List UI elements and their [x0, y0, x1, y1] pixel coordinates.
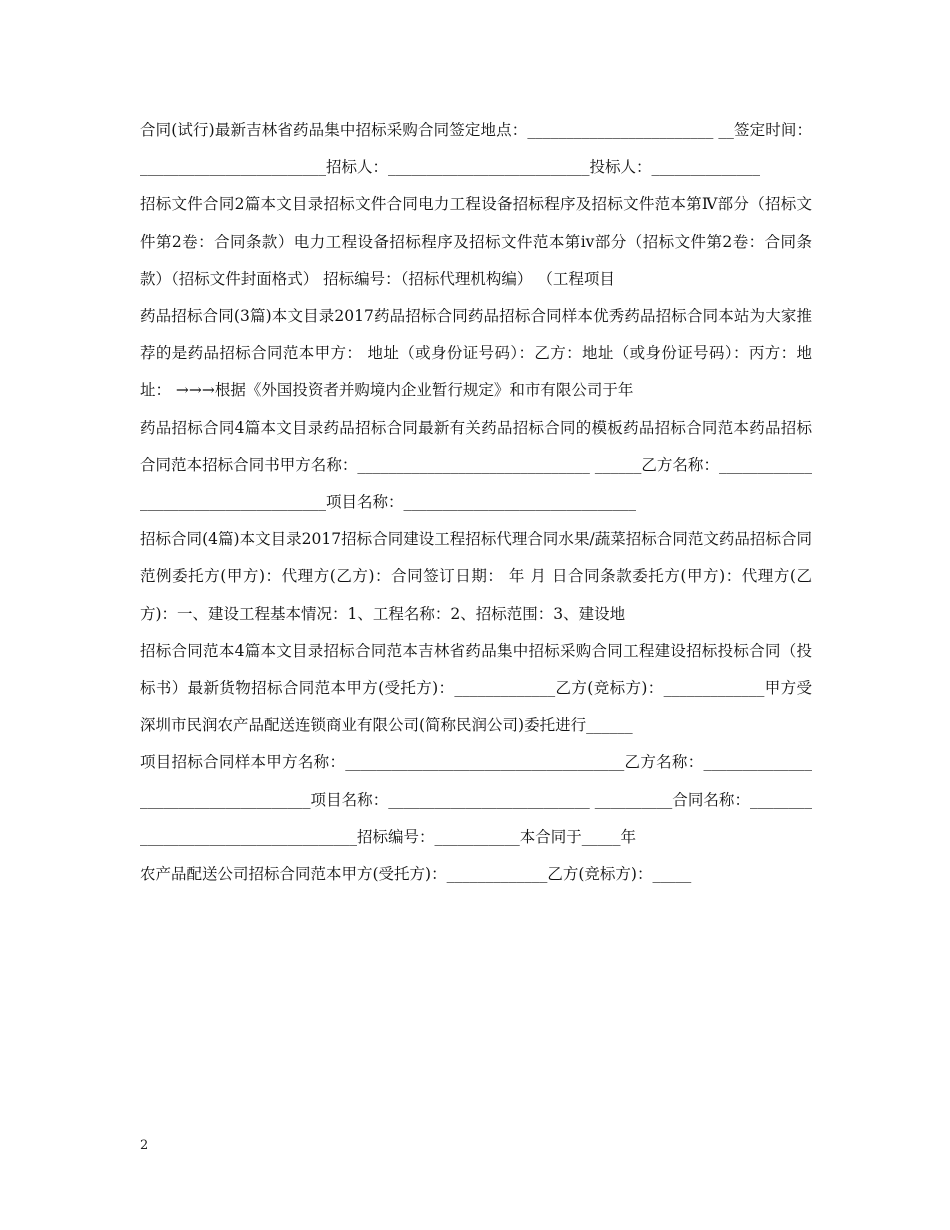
- paragraph-4: 药品招标合同4篇本文目录药品招标合同最新有关药品招标合同的模板药品招标合同范本药品招标合同范本招标合同书甲方名称：______________________________ ______乙方名称：____________________________________项目名称：______________________________: [140, 418, 812, 512]
- document-body: [140, 112, 812, 893]
- page-number: 2: [140, 1138, 149, 1153]
- paragraph-8: 农产品配送公司招标合同范本甲方(受托方)：_____________乙方(竞标方)：_____: [140, 865, 692, 884]
- paragraph-1: 合同(试行)最新吉林省药品集中招标采购合同签定地点：________________________ __签定时间：________________________招标人：__________________________投标人：______________: [140, 121, 812, 177]
- paragraph-7: 项目招标合同样本甲方名称：____________________________________乙方名称：____________________________________项目名称：__________________________ __________合同名称：____________________________________招标编号：___________本合同于_____年: [140, 753, 812, 846]
- paragraph-2: 招标文件合同2篇本文目录招标文件合同电力工程设备招标程序及招标文件范本第Ⅳ部分（招标文件第2卷：合同条款）电力工程设备招标程序及招标文件范本第iv部分（招标文件第2卷：合同条款）（招标文件封面格式） 招标编号：（招标代理机构编） （工程项目: [140, 195, 812, 288]
- paragraph-3: 药品招标合同(3篇)本文目录2017药品招标合同药品招标合同样本优秀药品招标合同本站为大家推荐的是药品招标合同范本甲方： 地址（或身份证号码）：乙方：地址（或身份证号码）：丙方：地址： →→→根据《外国投资者并购境内企业暂行规定》和市有限公司于年: [140, 307, 812, 400]
- paragraph-5: 招标合同(4篇)本文目录2017招标合同建设工程招标代理合同水果/蔬菜招标合同范文药品招标合同范例委托方(甲方)：代理方(乙方)：合同签订日期： 年 月 日合同条款委托方(甲方)：代理方(乙方)：一、建设工程基本情况：1、工程名称：2、招标范围：3、建设地: [140, 530, 812, 623]
- paragraph-6: 招标合同范本4篇本文目录招标合同范本吉林省药品集中招标采购合同工程建设招标投标合同（投标书）最新货物招标合同范本甲方(受托方)：_____________乙方(竞标方)：_____________甲方受深圳市民润农产品配送连锁商业有限公司(简称民润公司)委托进行______: [140, 641, 812, 735]
